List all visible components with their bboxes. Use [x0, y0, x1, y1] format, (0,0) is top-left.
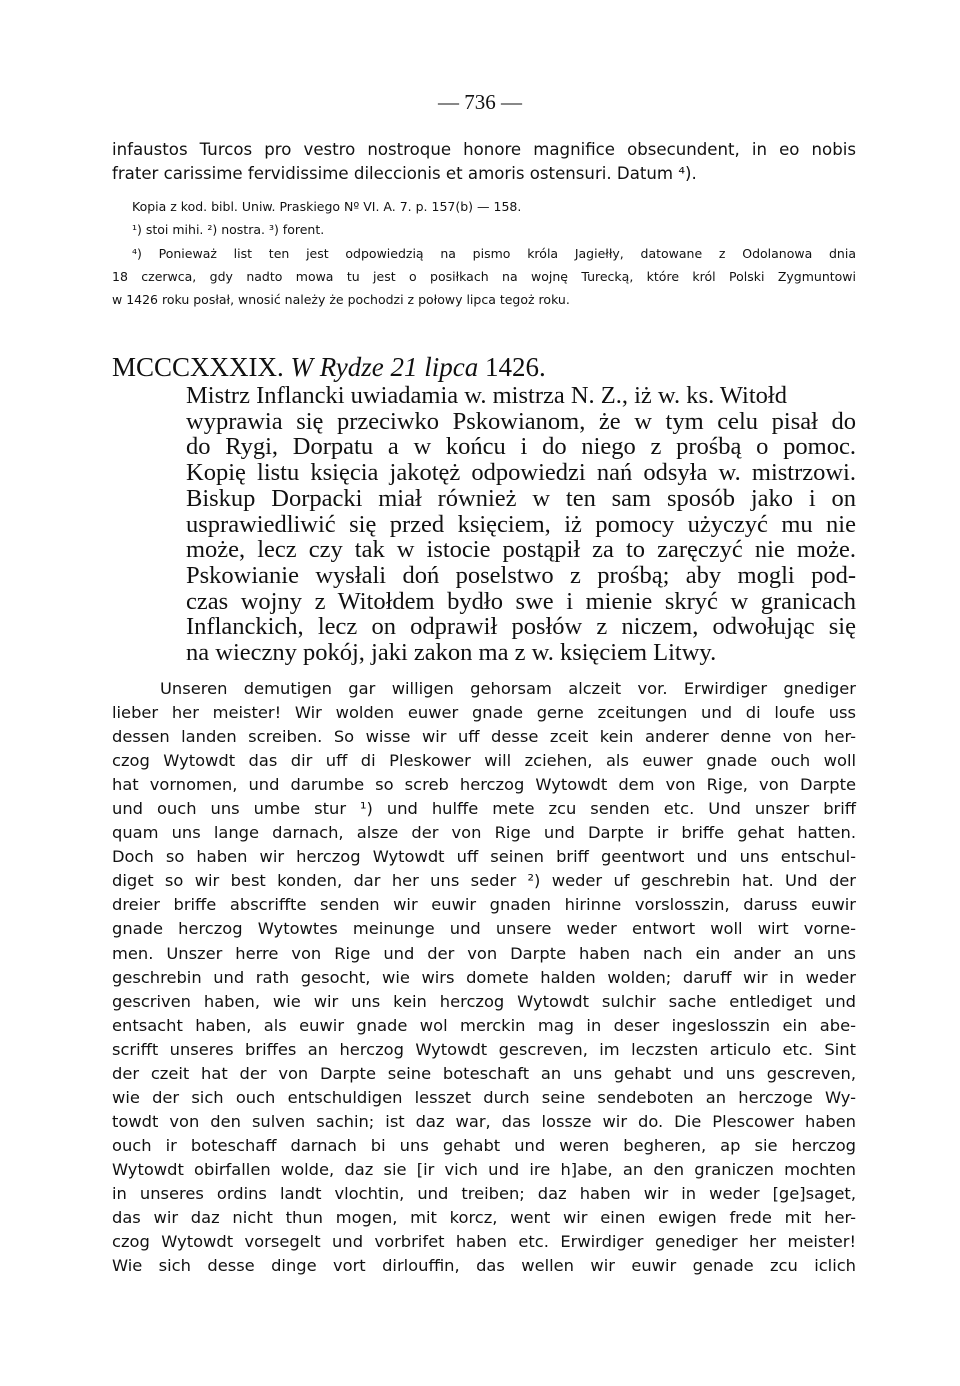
letter-text: [112, 677, 856, 1278]
letter-line: men. Unszer herre von Rige und der von Darpte haben nach ein ander an uns: [112, 943, 856, 963]
footnote-4-line: w 1426 roku posłał, wnosić należy że pochodzi z połowy lipca tegoż roku.: [112, 292, 570, 307]
summary-line: Kopię listu księcia jakotęż odpowiedzi nań odsyła w. mistrzowi.: [186, 459, 856, 487]
summary-line: Biskup Dorpacki miał również w ten sam sposób jako i on: [186, 484, 856, 512]
footnote-4-line: 18 czerwca, gdy nadto mowa tu jest o posiłkach na wojnę Turecką, które król Polski Zygmuntowi: [112, 269, 856, 284]
letter-line: Wie sich desse dinge vort dirlouffin, das wellen wir euwir genade zcu iclich: [112, 1256, 856, 1276]
footnote-4-line: ⁴) Ponieważ list ten jest odpowiedzią na pismo króla Jagiełły, datowane z Odolanowa dnia: [132, 246, 856, 261]
intro-line: frater carissime fervidissime dileccionis et amoris ostensuri. Datum ⁴).: [112, 164, 697, 183]
intro-line: infaustos Turcos pro vestro nostroque honore magnifice obsecundent, in eo nobis: [112, 140, 856, 159]
letter-line: quam uns lange darnach, alsze der von Rige und Darpte ir briffe gehat hatten.: [112, 823, 856, 843]
summary-line: Mistrz Inflancki uwiadamia w. mistrza N. Z., iż w. ks. Witołd: [186, 382, 787, 409]
summary-line: na wieczny pokój, jaki zakon ma z w. księciem Litwy.: [186, 639, 717, 667]
intro-paragraph: [112, 138, 856, 186]
summary-line: może, lecz czy tak w istocie postąpił za to zaręczyć nie może.: [186, 536, 856, 564]
letter-line: Doch so haben wir herczog Wytowdt uff seinen briff geentwort und uns entschul-: [112, 847, 856, 867]
letter-line: diget so wir best konden, dar her uns seder ²) weder uf geschrebin hat. Und der: [112, 871, 856, 891]
letter-line: czog Wytowdt das dir uff di Pleskower will zciehen, als euwer gnade ouch woll: [112, 751, 856, 771]
letter-line: das wir daz nicht thun mogen, mit korcz, went wir einen ewigen frede mit her-: [112, 1208, 856, 1228]
summary-line: Inflanckich, lecz on odprawił posłów z niczem, odwołując się: [186, 613, 856, 641]
document-year: 1426.: [485, 352, 546, 382]
letter-line: geschrebin und rath gesocht, wie wirs domete halden wolden; daruff wir in weder: [112, 967, 856, 987]
letter-line: towdt von den sulven sachin; ist daz war, das lossze wir do. Die Plescower haben: [112, 1111, 856, 1131]
letter-line: Unseren demutigen gar willigen gehorsam alczeit vor. Erwirdiger gnediger: [160, 679, 856, 698]
letter-line: der czeit hat der von Darpte seine boteschaft an uns gehabt und uns gescreven,: [112, 1063, 856, 1083]
letter-line: dreier briffe abscriffte senden wir euwir gnaden hirinne vorslosszin, daruss euwir: [112, 895, 856, 915]
letter-line: hat vornomen, und darumbe so screb herczog Wytowdt dem von Rige, von Darpte: [112, 775, 856, 795]
summary-line: do Rygi, Dorpatu a w końcu i do niego z prośbą o pomoc.: [186, 433, 856, 461]
summary-line: wyprawia się przeciwko Pskowianom, że w tym celu pisał do: [186, 407, 856, 435]
document-date: 21 lipca: [390, 352, 479, 382]
letter-line: und ouch uns umbe stur ¹) und hulffe mete zcu senden etc. Und unszer briff: [112, 799, 856, 819]
letter-line: gescriven haben, wie wir uns kein herczog Wytowdt sulchir sache entlediget und: [112, 991, 856, 1011]
letter-line: wie der sich ouch entschuldigen lesszet durch seine sendeboten an herczoge Wy-: [112, 1087, 856, 1107]
letter-line: dessen landen screiben. So wisse wir uff desse zceit kein anderer denne von her-: [112, 727, 856, 747]
letter-line: entsacht haben, als euwir gnade wol merckin mag in deser ingeslosszin ein abe-: [112, 1015, 856, 1035]
letter-line: Wytowdt obirfallen wolde, daz sie [ir vich und ire h]abe, an den graniczen mochten: [112, 1159, 856, 1179]
document-heading: [112, 352, 546, 383]
letter-line: ouch ir boteschaff darnach bi uns gehabt und weren begheren, ap sie herczog: [112, 1135, 856, 1155]
document-place: W Rydze: [290, 352, 384, 382]
page-number: — 736 —: [438, 90, 522, 114]
letter-line: czog Wytowdt vorsegelt und vorbrifet haben etc. Erwirdiger genediger her meister!: [112, 1232, 856, 1252]
letter-line: lieber her meister! Wir wolden euwer gnade gerne zceitungen und di loufe uss: [112, 703, 856, 723]
document-summary: [186, 383, 856, 666]
letter-line: scrifft unseres briffes an herczog Wytowdt gescreven, im leczsten articulo etc. Sint: [112, 1039, 856, 1059]
summary-line: usprawiedliwić się przed księciem, iż pomocy użyczyć mu nie: [186, 510, 856, 538]
summary-line: czas wojny z Witołdem bydło swe i mienie skryć w granicach: [186, 587, 856, 615]
footnotes-short: ¹) stoi mihi. ²) nostra. ³) forent.: [132, 222, 325, 237]
letter-line: gnade herczog Wytowtes meinunge und unsere weder entwort woll wirt vorne-: [112, 919, 856, 939]
document-number: MCCCXXXIX.: [112, 352, 284, 382]
source-note: Kopia z kod. bibl. Uniw. Praskiego Nº VI. A. 7. p. 157(b) — 158.: [132, 199, 522, 214]
summary-line: Pskowianie wysłali doń poselstwo z prośbą; aby mogli pod-: [186, 561, 856, 589]
letter-line: in unseres ordins landt vlochtin, und treiben; daz haben wir in weder [ge]saget,: [112, 1183, 856, 1203]
